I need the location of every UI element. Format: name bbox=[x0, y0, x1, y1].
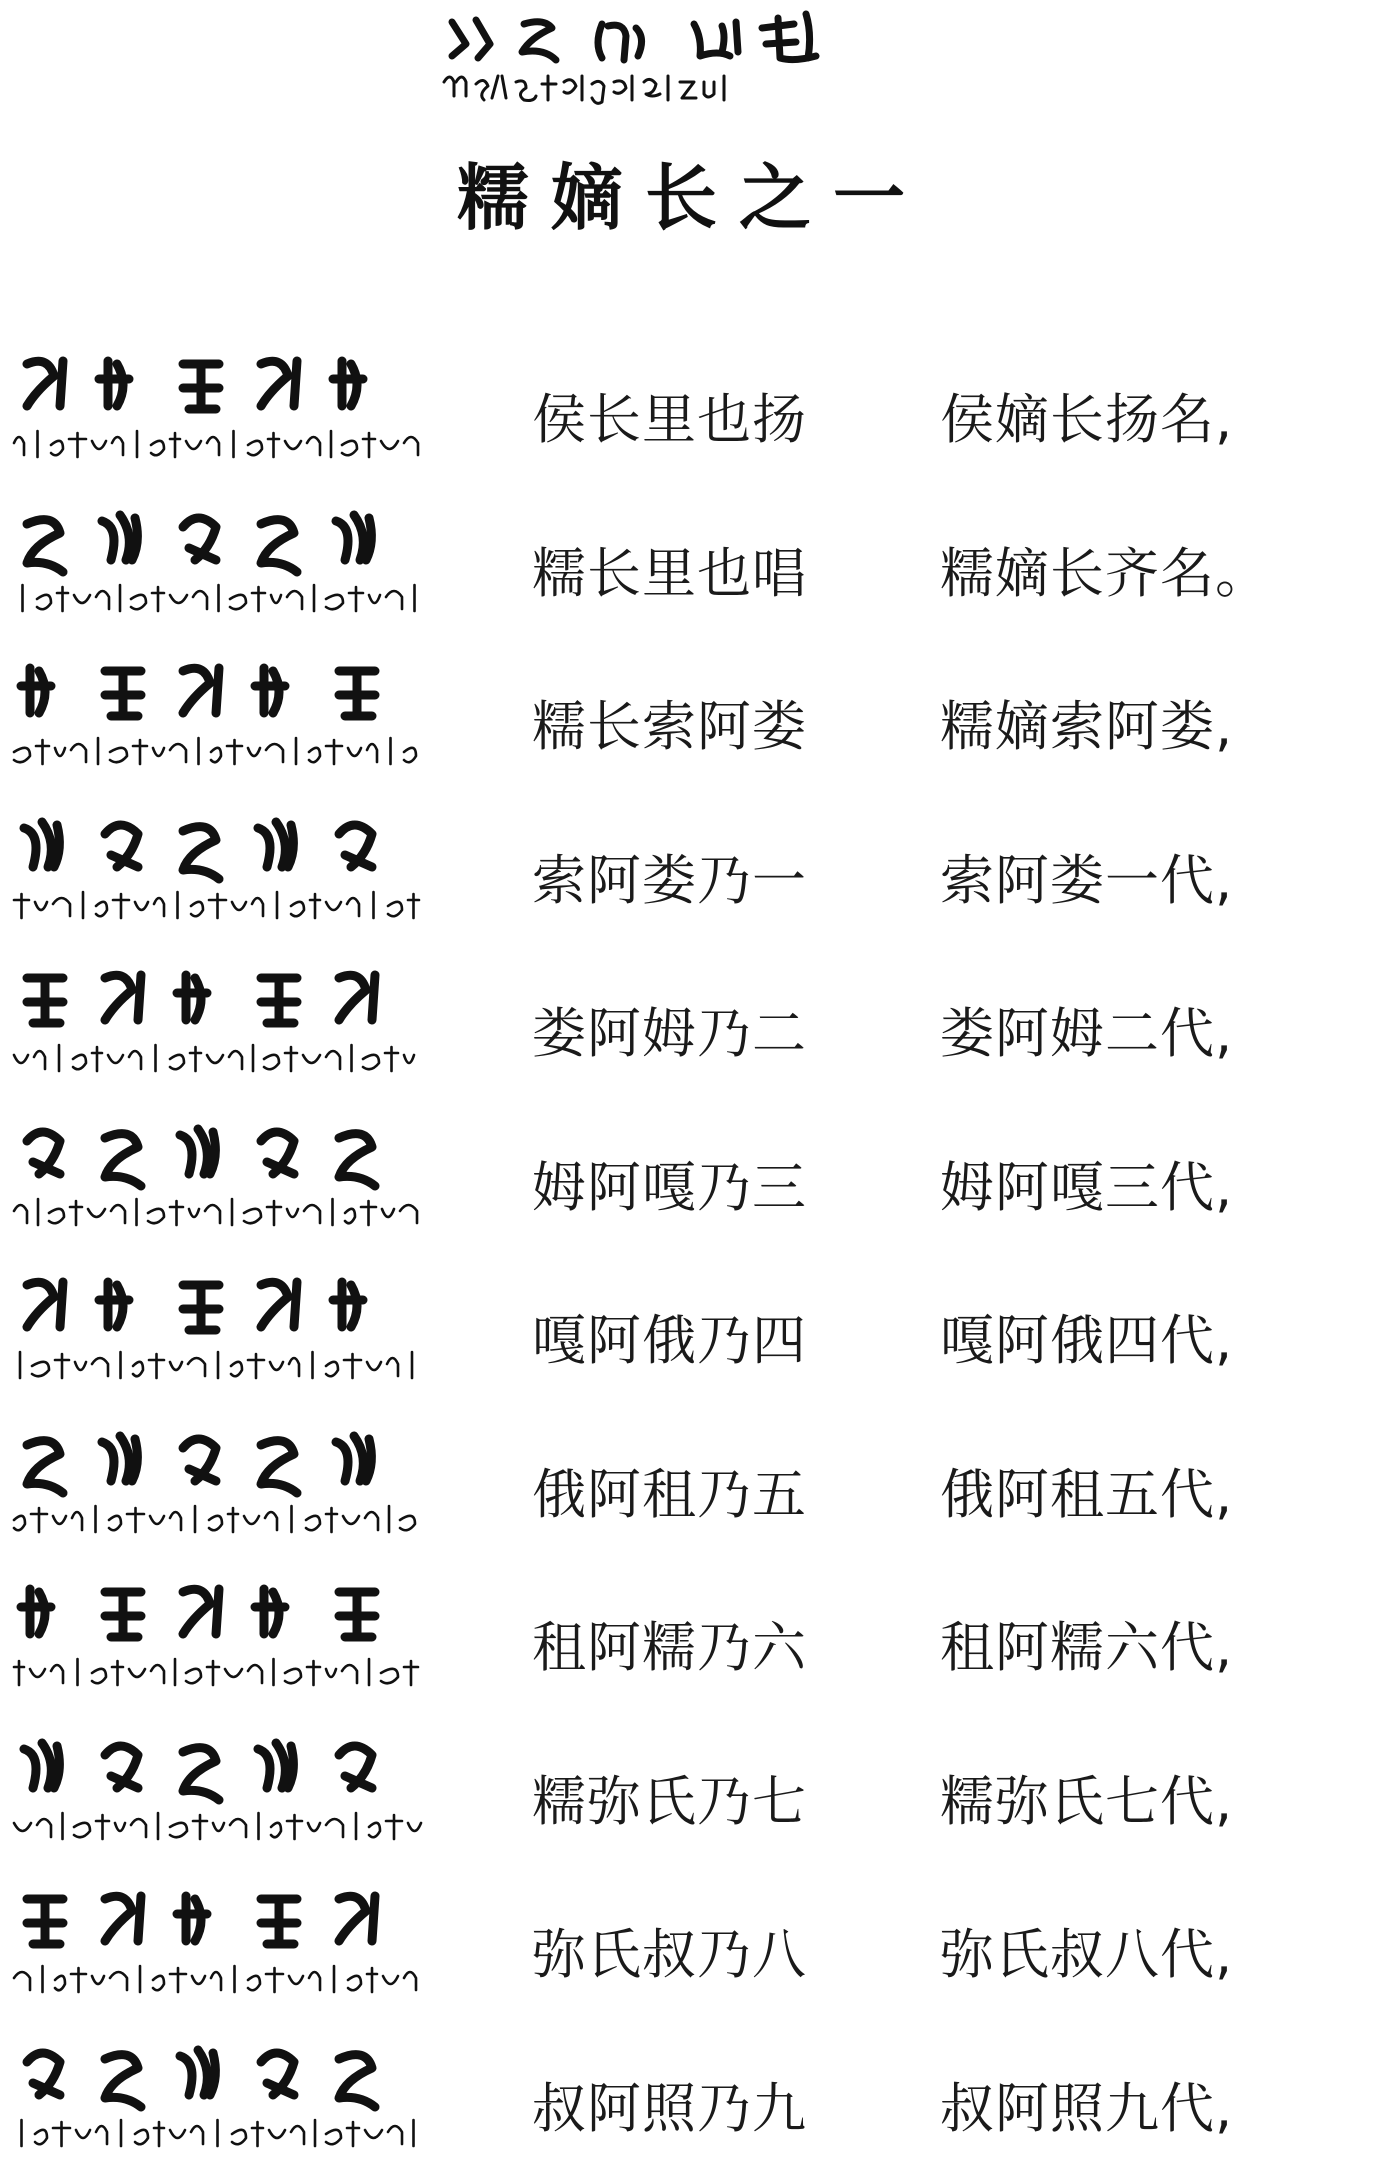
yi-script-verse-icon bbox=[8, 2024, 428, 2164]
yi-script-verse-icon bbox=[8, 1410, 428, 1550]
page-title: 糯嫡长之一 bbox=[456, 155, 927, 240]
verse-row bbox=[0, 2024, 1384, 2177]
verse-row bbox=[0, 796, 1384, 950]
yi-script-verse-icon bbox=[8, 796, 428, 936]
page-header bbox=[0, 0, 1384, 260]
verse-line-a: 俄阿租乃五 bbox=[532, 1462, 807, 1526]
verse-row bbox=[0, 335, 1384, 489]
verse-line-a: 租阿糯乃六 bbox=[532, 1616, 807, 1679]
yi-script-verse-icon bbox=[8, 1256, 428, 1396]
verse-row bbox=[0, 1410, 1384, 1564]
verse-line-a: 娄阿姆乃二 bbox=[532, 1002, 807, 1065]
verse-row bbox=[0, 1563, 1384, 1717]
verse-line-b: 俄阿租五代, bbox=[940, 1462, 1234, 1526]
yi-script-verse-icon bbox=[8, 1870, 428, 2010]
verse-line-a: 索阿娄乃一 bbox=[532, 848, 807, 912]
verse-line-b: 糯嫡索阿娄, bbox=[940, 695, 1234, 758]
yi-script-verse-icon bbox=[8, 642, 428, 782]
verse-line-b: 嘎阿俄四代, bbox=[940, 1309, 1234, 1372]
verse-line-b: 糯嫡长齐名。 bbox=[940, 541, 1270, 605]
verse-line-b: 弥氏叔八代, bbox=[940, 1923, 1234, 1986]
verse-line-b: 娄阿姆二代, bbox=[940, 1002, 1234, 1065]
verse-line-b: 侯嫡长扬名, bbox=[940, 388, 1234, 451]
verse-line-a: 糯长索阿娄 bbox=[532, 695, 807, 758]
verse-row bbox=[0, 642, 1384, 796]
verse-line-a: 糯长里也唱 bbox=[532, 541, 807, 605]
yi-script-verse-icon bbox=[8, 1717, 428, 1857]
verse-row bbox=[0, 949, 1384, 1103]
verse-row bbox=[0, 1103, 1384, 1257]
verse-line-b: 租阿糯六代, bbox=[940, 1616, 1234, 1679]
yi-script-verse-icon bbox=[8, 949, 428, 1089]
yi-script-verse-icon bbox=[8, 335, 428, 475]
verse-line-b: 索阿娄一代, bbox=[940, 848, 1234, 912]
verse-row bbox=[0, 1256, 1384, 1410]
verse-line-a: 叔阿照乃九 bbox=[532, 2076, 807, 2140]
verse-list bbox=[0, 335, 1384, 2177]
yi-script-verse-icon bbox=[8, 1563, 428, 1703]
verse-line-a: 嘎阿俄乃四 bbox=[532, 1309, 807, 1372]
verse-line-a: 弥氏叔乃八 bbox=[532, 1923, 807, 1986]
verse-line-a: 侯长里也扬 bbox=[532, 388, 807, 451]
verse-line-a: 糯弥氏乃七 bbox=[532, 1769, 807, 1833]
yi-script-verse-icon bbox=[8, 489, 428, 629]
script-title-calligraphy-icon bbox=[432, 4, 932, 134]
verse-line-a: 姆阿嘎乃三 bbox=[532, 1155, 807, 1219]
verse-row bbox=[0, 489, 1384, 643]
verse-line-b: 糯弥氏七代, bbox=[940, 1769, 1234, 1833]
verse-line-b: 姆阿嘎三代, bbox=[940, 1155, 1234, 1219]
yi-script-verse-icon bbox=[8, 1103, 428, 1243]
verse-row bbox=[0, 1717, 1384, 1871]
verse-row bbox=[0, 1870, 1384, 2024]
verse-line-b: 叔阿照九代, bbox=[940, 2076, 1234, 2140]
